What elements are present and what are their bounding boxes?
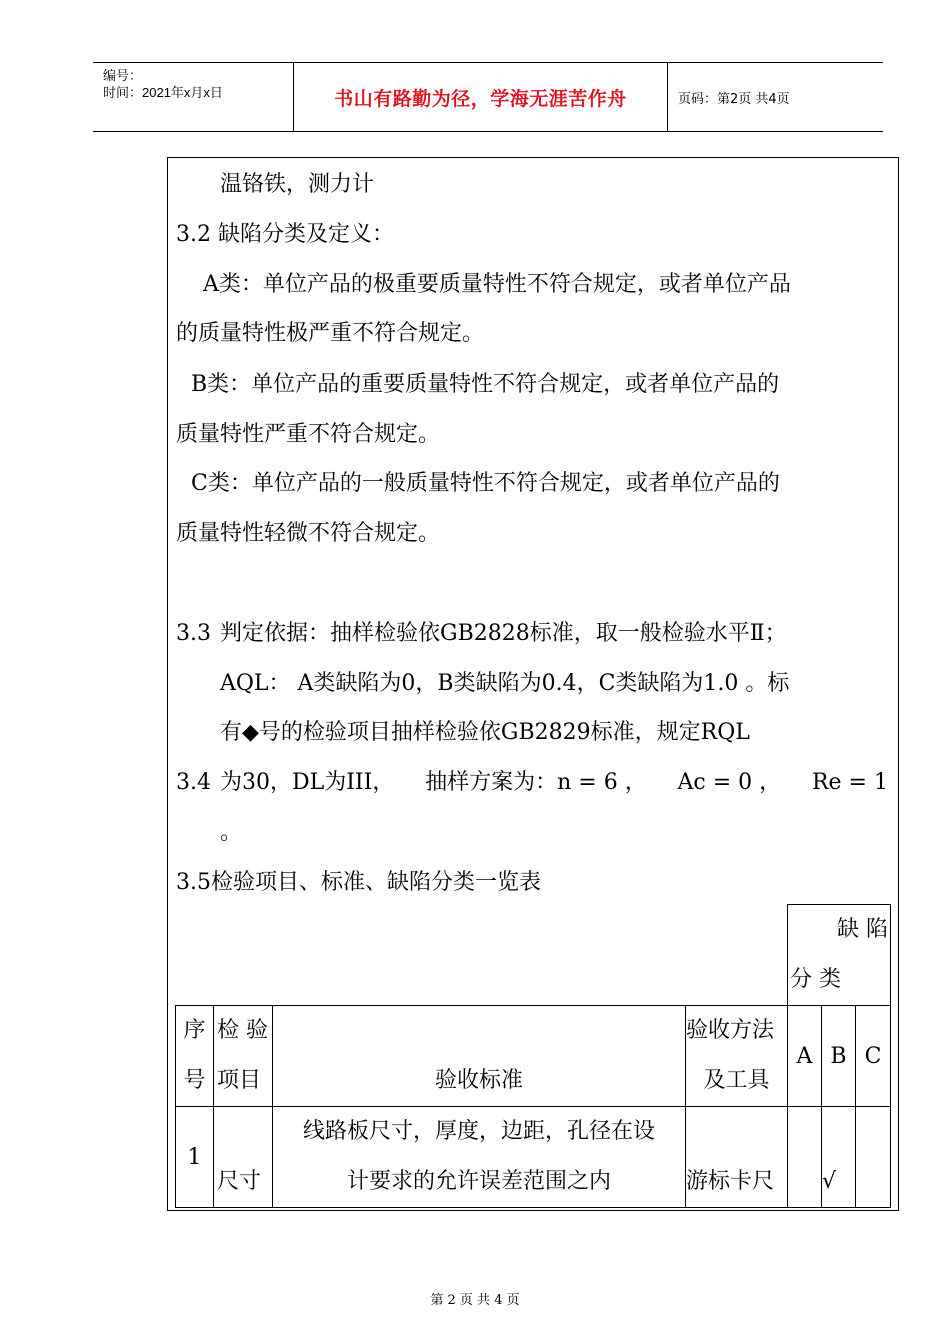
defect-header-row	[176, 905, 891, 1006]
row-a	[788, 1107, 822, 1208]
aql-text: AQL： A类缺陷为0，B类缺陷为0.4，C类缺陷为1.0 。标	[220, 671, 790, 696]
col-c-header: C	[856, 1006, 891, 1107]
s34-re: Re = 1	[811, 770, 888, 795]
row-c	[856, 1107, 891, 1208]
col-b-header: B	[822, 1006, 856, 1107]
header-motto: 书山有路勤为径，学海无涯苦作舟	[334, 87, 627, 110]
row-b-check: √	[822, 1107, 856, 1208]
section-3-3-text: 判定依据：抽样检验依GB2828标准，取一般检验水平Ⅱ；	[220, 621, 787, 646]
tools-line: 温铬铁，测力计	[220, 172, 375, 197]
mark-text: 有◆号的检验项目抽样检验依GB2829标准，规定RQL	[220, 720, 750, 745]
section-3-4-number: 3.4	[176, 770, 211, 795]
class-c-line2: 质量特性轻微不符合规定。	[176, 521, 441, 546]
s34-plan: 抽样方案为：n = 6 ，	[425, 770, 647, 795]
section-3-3-number: 3.3	[176, 621, 211, 646]
col-method-header: 验收方法 及工具	[686, 1006, 788, 1107]
page-header	[93, 62, 883, 132]
class-a-line1: A类：单位产品的极重要质量特性不符合规定，或者单位产品	[203, 272, 791, 297]
class-a-line2: 的质量特性极严重不符合规定。	[176, 321, 485, 346]
class-b-line1: B类：单位产品的重要质量特性不符合规定，或者单位产品的	[191, 372, 780, 397]
defect-class-header: 缺 陷 分 类	[788, 905, 891, 1006]
page-footer: 第 2 页 共 4 页	[430, 1293, 520, 1308]
class-c-line1: C类：单位产品的一般质量特性不符合规定，或者单位产品的	[191, 471, 780, 496]
col-standard-header: 验收标准	[273, 1006, 686, 1107]
time-label: 时间：2021年x月x日	[103, 85, 223, 100]
col-item-header: 检 验 项目	[214, 1006, 273, 1107]
s34-ac: Ac = 0 ，	[677, 770, 782, 795]
table-row	[176, 1107, 891, 1208]
section-3-4-text	[220, 768, 888, 798]
col-no-header: 序 号	[176, 1006, 214, 1107]
header-meta	[93, 63, 294, 131]
row-no: 1	[176, 1107, 214, 1208]
serial-label: 编号：	[103, 68, 143, 83]
row-standard: 线路板尺寸，厚度，边距，孔径在设 计要求的允许误差范围之内	[273, 1107, 686, 1208]
header-page-cell	[668, 63, 883, 131]
header-motto-cell	[294, 63, 668, 131]
section-3-5-title: 3.5检验项目、标准、缺陷分类一览表	[176, 870, 541, 895]
column-header-row	[176, 1006, 891, 1107]
page-info: 页码：第2页 共4页	[678, 91, 790, 107]
s34-rql: 为30，DL为III，	[220, 770, 395, 795]
class-b-line2: 质量特性严重不符合规定。	[176, 422, 441, 447]
section-3-4-end: 。	[220, 820, 243, 845]
row-item: 尺寸	[214, 1107, 273, 1208]
col-a-header: A	[788, 1006, 822, 1107]
inspection-table	[175, 904, 891, 1208]
row-method: 游标卡尺	[686, 1107, 788, 1208]
section-3-2-title: 3.2 缺陷分类及定义：	[176, 222, 394, 247]
